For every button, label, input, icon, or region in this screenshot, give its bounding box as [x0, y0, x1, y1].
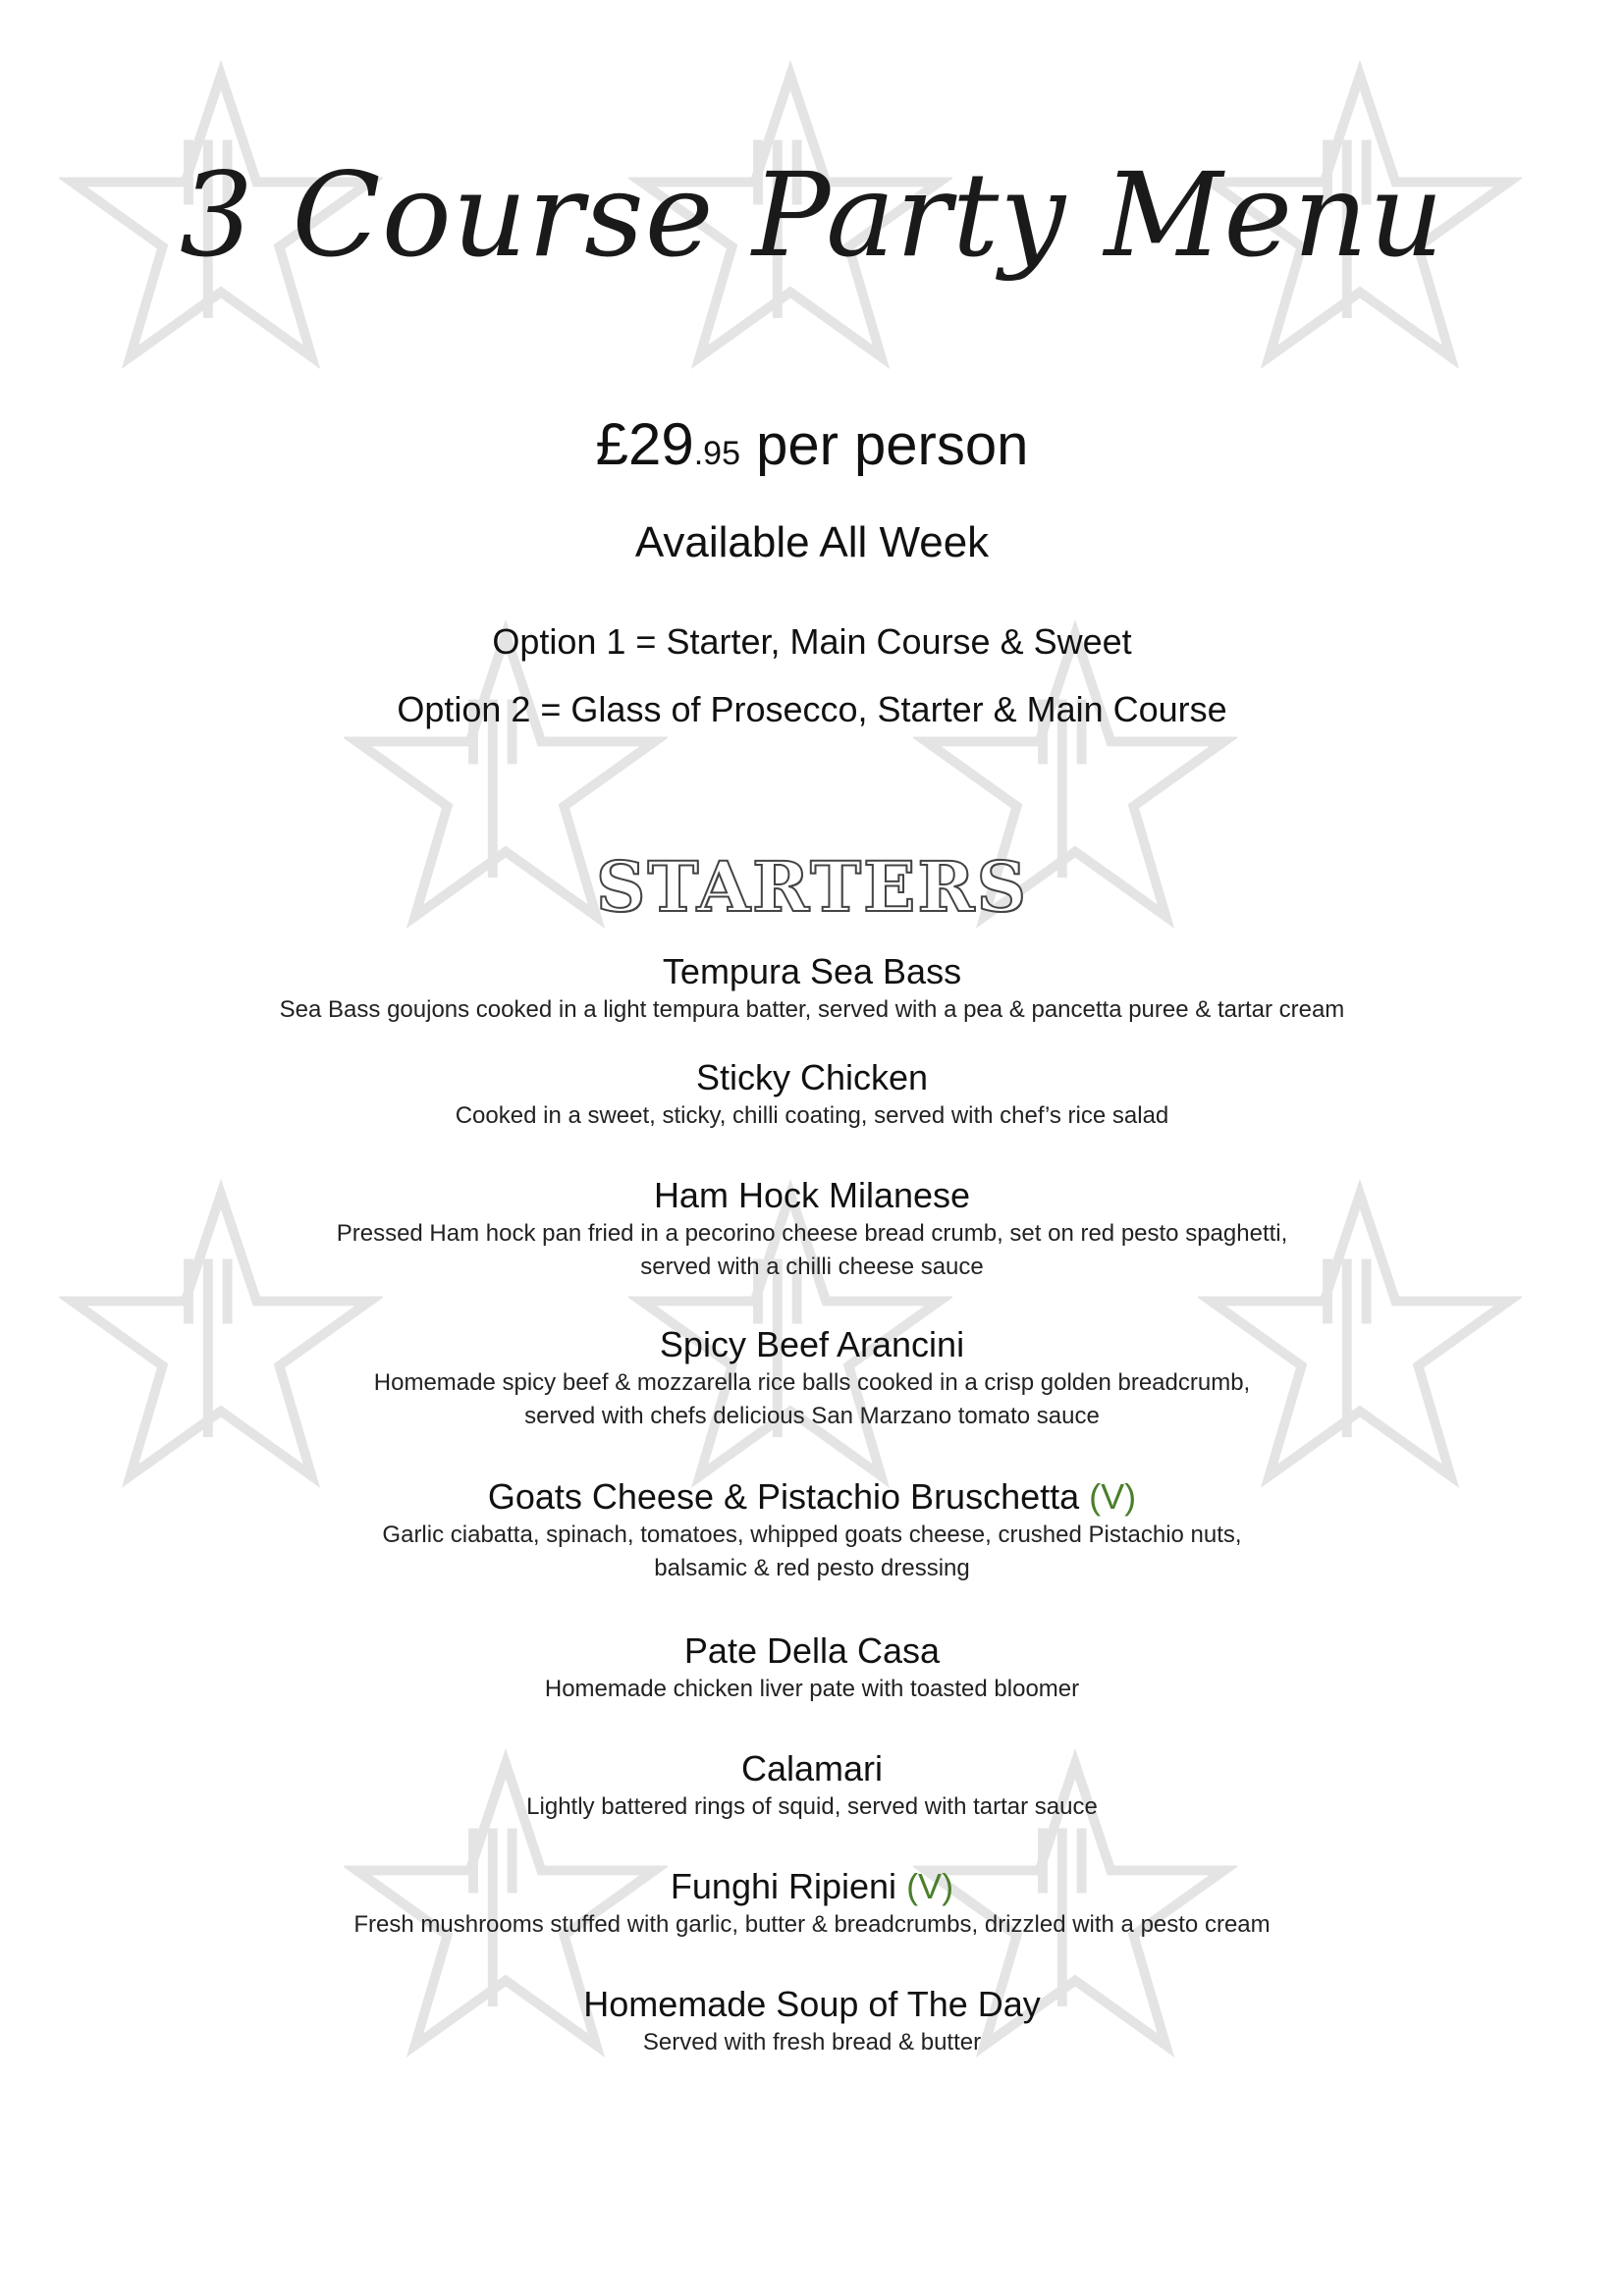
item-name-text: Tempura Sea Bass	[662, 951, 962, 991]
availability-text: Available All Week	[634, 518, 990, 566]
menu-item	[0, 1056, 1624, 1133]
menu-item-name	[0, 1475, 1624, 1519]
menu-item-name	[0, 1629, 1624, 1673]
menu-item-name	[0, 1323, 1624, 1366]
menu-item-name	[0, 1865, 1624, 1908]
item-name-text: Ham Hock Milanese	[653, 1175, 971, 1215]
item-name-text: Sticky Chicken	[695, 1057, 929, 1097]
menu-item-description: Garlic ciabatta, spinach, tomatoes, whipped goats cheese, crushed Pistachio nuts, balsamic & red pesto dressing	[382, 1522, 1242, 1581]
page-title: 3 Course Party Menu	[179, 147, 1445, 283]
menu-item	[0, 1865, 1624, 1942]
item-name-text: Funghi Ripieni	[670, 1866, 907, 1906]
menu-item	[0, 1323, 1624, 1433]
menu-item-description: Pressed Ham hock pan fried in a pecorino cheese bread crumb, set on red pesto spaghetti, served with a chilli cheese sauce	[336, 1220, 1288, 1280]
menu-item	[0, 1174, 1624, 1284]
option-1-text: Option 1 = Starter, Main Course & Sweet	[492, 621, 1132, 662]
item-name-text: Pate Della Casa	[683, 1630, 941, 1671]
menu-item	[0, 950, 1624, 1027]
menu-item-description: Cooked in a sweet, sticky, chilli coating, served with chef’s rice salad	[455, 1102, 1169, 1129]
menu-item-name	[0, 1174, 1624, 1217]
option-2-text: Option 2 = Glass of Prosecco, Starter & Main Course	[397, 689, 1227, 729]
menu-item-name	[0, 1747, 1624, 1790]
menu-item	[0, 1475, 1624, 1585]
price-suffix: per person	[739, 413, 1029, 477]
menu-item	[0, 1747, 1624, 1824]
menu-item-description: Homemade chicken liver pate with toasted bloomer	[544, 1676, 1080, 1702]
item-name-text: Homemade Soup of The Day	[583, 1984, 1041, 2024]
menu-item-description: Sea Bass goujons cooked in a light tempura batter, served with a pea & pancetta puree & tartar cream	[279, 996, 1345, 1023]
menu-item-description: Fresh mushrooms stuffed with garlic, butter & breadcrumbs, drizzled with a pesto cream	[353, 1911, 1271, 1938]
vegetarian-badge: (V)	[906, 1866, 954, 1906]
item-name-text: Calamari	[740, 1748, 884, 1789]
price-pounds: £29	[595, 411, 694, 477]
vegetarian-badge: (V)	[1089, 1476, 1137, 1517]
section-title-starters: STARTERS	[595, 846, 1029, 928]
menu-item-name	[0, 950, 1624, 993]
menu-item-name	[0, 1056, 1624, 1099]
price-line	[0, 410, 1624, 478]
menu-item-description: Served with fresh bread & butter	[642, 2029, 982, 2056]
menu-item-name	[0, 1983, 1624, 2026]
item-name-text: Goats Cheese & Pistachio Bruschetta	[487, 1476, 1090, 1517]
menu-item-description: Homemade spicy beef & mozzarella rice balls cooked in a crisp golden breadcrumb, served with chefs delicious San Marzano tomato sauce	[373, 1369, 1251, 1429]
menu-item	[0, 1983, 1624, 2059]
menu-item	[0, 1629, 1624, 1706]
item-name-text: Spicy Beef Arancini	[659, 1324, 965, 1364]
price-pence: .95	[693, 435, 740, 472]
menu-item-description: Lightly battered rings of squid, served with tartar sauce	[526, 1793, 1098, 1820]
